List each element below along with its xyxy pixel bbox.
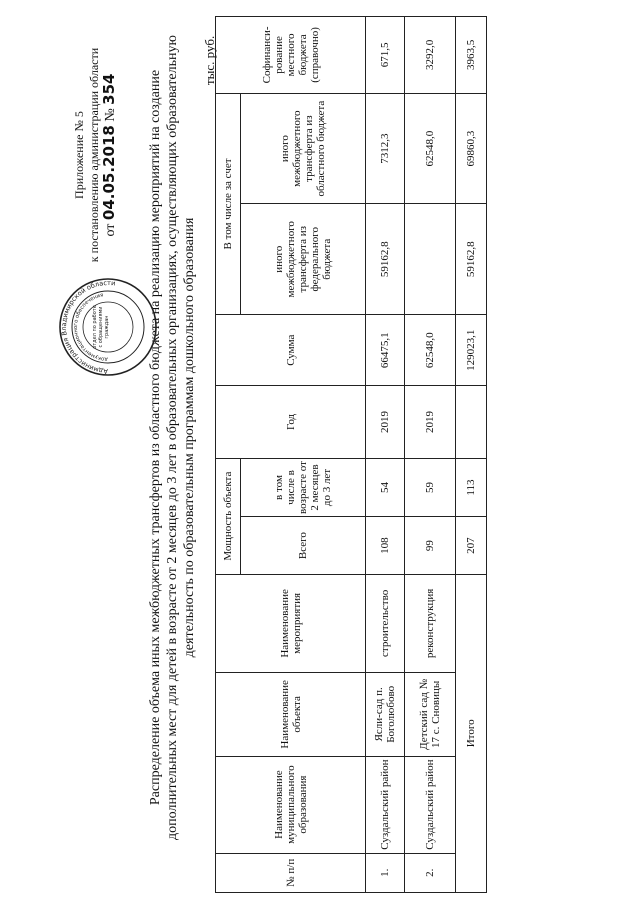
allocation-table xyxy=(215,16,487,893)
cell-municipality: Суздальский район xyxy=(366,756,405,853)
total-label: Итого xyxy=(456,574,487,892)
header-capacity: Мощность объекта xyxy=(216,458,241,574)
cell-regional: 7312,3 xyxy=(366,93,405,204)
appendix-header xyxy=(72,45,118,265)
header-federal: иного межбюджетного трансферта из федерального бюджета xyxy=(241,204,366,315)
cell-total: 108 xyxy=(366,517,405,574)
header-incl: В том числе за счет xyxy=(216,93,241,314)
appendix-number: Приложение № 5 xyxy=(72,111,86,199)
total-row xyxy=(456,17,487,893)
cell-regional: 62548,0 xyxy=(405,93,456,204)
header-capacity-total: Всего xyxy=(241,517,366,574)
svg-text:Администрация Владимирской обл: Администрация Владимирской области xyxy=(59,278,116,376)
appendix-date: 04.05.2018 xyxy=(100,125,118,221)
appendix-basis: к постановлению администрации области xyxy=(87,47,101,263)
cell-young: 54 xyxy=(366,458,405,517)
official-stamp: Администрация Владимирской области документационного обеспечения отдел по работе с обращениями граждан xyxy=(58,277,158,377)
total-regional: 69860,3 xyxy=(456,93,487,204)
header-event: Наименование мероприятия xyxy=(216,574,366,672)
header-regional: иного межбюджетного трансферта из областного бюджета xyxy=(241,93,366,204)
document-title: Распределение объема иных межбюджетных трансфертов из областного бюджета на реализацию мероприятий на создание дополнительных мест для детей в возрасте от 2 месяцев до 3 лет в образовательных организациях, осуществляющих образовательную деятельность по образовательным программам дошкольного образования xyxy=(148,35,197,840)
cell-year: 2019 xyxy=(366,386,405,458)
unit-label: тыс. руб. xyxy=(202,35,217,85)
cell-num: 2. xyxy=(405,853,456,892)
total-year xyxy=(456,386,487,458)
appendix-date-line xyxy=(102,45,118,265)
cell-sum: 62548,0 xyxy=(405,315,456,386)
table-row xyxy=(366,17,405,893)
header-municipality: Наименование муниципального образования xyxy=(216,756,366,853)
cell-federal xyxy=(405,204,456,315)
header-cofin: Софинанси-рование местного бюджета (справочно) xyxy=(216,17,366,94)
header-object: Наименование объекта xyxy=(216,673,366,757)
cell-cofin: 3292,0 xyxy=(405,17,456,94)
cell-municipality: Суздальский район xyxy=(405,756,456,853)
total-young: 113 xyxy=(456,458,487,517)
total-cofin: 3963,5 xyxy=(456,17,487,94)
header-capacity-young: в том числе в возрасте от 2 месяцев до 3 лет xyxy=(241,458,366,517)
cell-year: 2019 xyxy=(405,386,456,458)
header-num: № п/п xyxy=(216,853,366,892)
cell-young: 59 xyxy=(405,458,456,517)
total-capacity: 207 xyxy=(456,517,487,574)
number-sign: № xyxy=(103,108,118,122)
date-prefix: от xyxy=(103,223,118,237)
appendix-doc-number: 354 xyxy=(100,73,118,105)
total-federal: 59162,8 xyxy=(456,204,487,315)
cell-event: строительство xyxy=(366,574,405,672)
total-sum: 129023,1 xyxy=(456,315,487,386)
cell-event: реконструкция xyxy=(405,574,456,672)
header-year: Год xyxy=(216,386,366,458)
svg-text:документационного обеспечения: документационного обеспечения xyxy=(72,292,109,363)
cell-object: Ясли-сад п. Боголюбово xyxy=(366,673,405,757)
cell-total: 99 xyxy=(405,517,456,574)
header-sum: Сумма xyxy=(216,315,366,386)
cell-object: Детский сад № 17 с. Сновицы xyxy=(405,673,456,757)
cell-federal: 59162,8 xyxy=(366,204,405,315)
cell-sum: 66475,1 xyxy=(366,315,405,386)
cell-cofin: 671,5 xyxy=(366,17,405,94)
table-row xyxy=(405,17,456,893)
cell-num: 1. xyxy=(366,853,405,892)
